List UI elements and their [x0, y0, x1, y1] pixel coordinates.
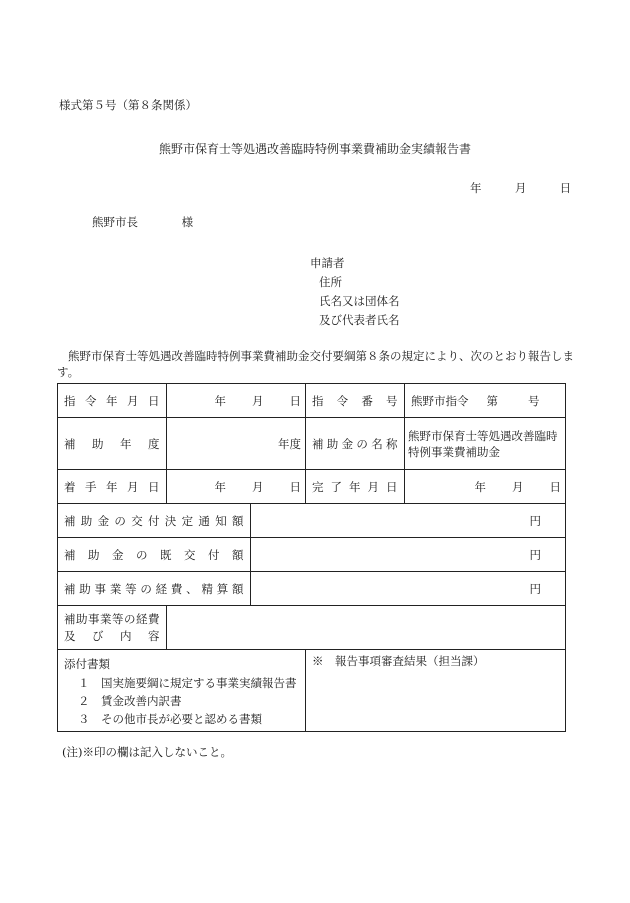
review-result-cell: ※ 報告事項審査結果（担当課）	[306, 650, 566, 732]
label-fiscal-year: 補助年度	[58, 418, 167, 470]
subsidy-name-cell	[405, 418, 566, 470]
completion-date-cell[interactable]	[405, 470, 566, 504]
list-item: ２ 賃金改善内訳書	[78, 694, 182, 708]
applicant-name: 氏名又は団体名	[319, 294, 400, 308]
directive-go: 号	[528, 393, 540, 408]
list-item: １ 国実施要綱に規定する事業実績報告書	[78, 676, 297, 690]
settlement-amount-cell[interactable]: 円	[251, 572, 566, 606]
document-title: 熊野市保育士等処遇改善臨時特例事業費補助金実績報告書	[158, 142, 471, 156]
label-start-date: 着手年月日	[58, 470, 167, 504]
label-subsidy-name: 補助金の名称	[306, 418, 405, 470]
addressee-name: 熊野市長	[92, 215, 138, 229]
directive-date-month: 月	[252, 393, 264, 408]
subsidy-name-line2: 特例事業費補助金	[408, 444, 500, 459]
directive-date-day: 日	[289, 393, 301, 408]
table-row	[58, 572, 566, 606]
paid-amount-cell[interactable]: 円	[251, 538, 566, 572]
applicant-representative: 及び代表者氏名	[319, 313, 400, 327]
start-date-day: 日	[289, 479, 301, 494]
table-row	[58, 538, 566, 572]
label-expense-line1: 補助事業等の経費	[64, 611, 160, 626]
start-date-year: 年	[214, 479, 226, 494]
date-day: 日	[559, 181, 572, 195]
label-decision-amount: 補助金の交付決定通知額	[58, 504, 251, 538]
label-expense-content	[58, 606, 167, 650]
table-row	[58, 504, 566, 538]
table-row	[58, 606, 566, 650]
attachments-title: 添付書類	[64, 657, 110, 671]
label-directive-date: 指令年月日	[58, 384, 167, 418]
directive-prefix: 熊野市指令	[411, 393, 469, 408]
label-completion-date: 完了年月日	[306, 470, 405, 504]
directive-date-cell[interactable]	[167, 384, 306, 418]
table-row	[58, 418, 566, 470]
footnote: (注)※印の欄は記入しないこと。	[62, 745, 232, 759]
list-item: ３ その他市長が必要と認める書類	[78, 712, 262, 726]
table-row	[58, 650, 566, 732]
label-expense-line2: 及び内容	[64, 628, 160, 643]
date-year: 年	[470, 181, 482, 195]
report-table-wrapper	[57, 383, 566, 732]
applicant-address: 住所	[319, 275, 342, 289]
attachments-cell	[58, 650, 306, 732]
form-number: 様式第５号（第８条関係）	[59, 98, 197, 112]
directive-date-year: 年	[214, 393, 226, 408]
applicant-block	[310, 254, 400, 330]
label-paid-amount: 補助金の既交付額	[58, 538, 251, 572]
fiscal-year-cell[interactable]: 年度	[167, 418, 306, 470]
directive-dai: 第	[486, 393, 498, 408]
date-month: 月	[514, 181, 527, 195]
addressee-honorific: 様	[181, 215, 194, 229]
date-line	[470, 180, 571, 196]
start-date-cell[interactable]	[167, 470, 306, 504]
report-table	[57, 383, 566, 732]
applicant-label: 申請者	[310, 256, 345, 270]
completion-date-day: 日	[549, 479, 561, 494]
directive-number-cell[interactable]	[405, 384, 566, 418]
start-date-month: 月	[252, 479, 264, 494]
table-row	[58, 384, 566, 418]
label-directive-number: 指令番号	[306, 384, 405, 418]
expense-content-cell[interactable]	[167, 606, 566, 650]
intro-text: 熊野市保育士等処遇改善臨時特例事業費補助金交付要綱第８条の規定により、次のとおり報告します。	[57, 349, 574, 379]
addressee	[92, 214, 193, 230]
decision-amount-cell[interactable]: 円	[251, 504, 566, 538]
completion-date-year: 年	[474, 479, 486, 494]
table-row	[58, 470, 566, 504]
label-settlement-amount: 補助事業等の経費、精算額	[58, 572, 251, 606]
subsidy-name-line1: 熊野市保育士等処遇改善臨時	[408, 428, 558, 443]
completion-date-month: 月	[512, 479, 524, 494]
